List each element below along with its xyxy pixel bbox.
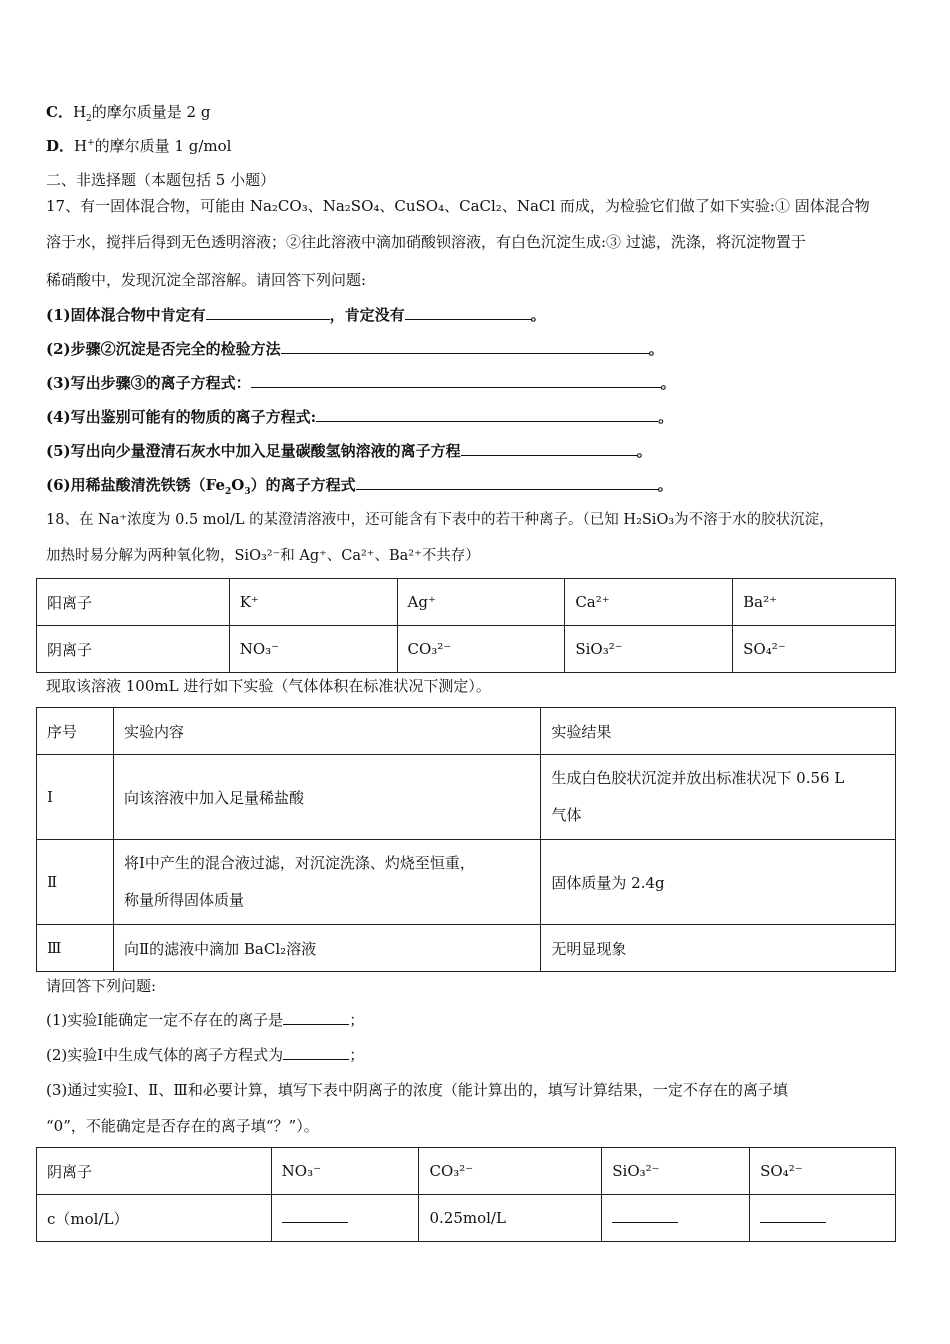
q18-part3-line2: “0”，不能确定是否存在的离子填“？”）。	[46, 1117, 319, 1135]
q17-part6: (6)用稀盐酸清洗铁锈$(Fe_2O_3)$的离子方程式 。	[46, 476, 673, 497]
ion-cell: CO₃²⁻	[397, 626, 565, 673]
conc-sio3-cell	[602, 1195, 750, 1242]
exp-result: 固体质量为 2.4g	[541, 840, 896, 925]
experiment-row-1	[37, 755, 896, 840]
q17-part1-blank-b[interactable]	[405, 305, 531, 320]
exp-no: Ⅲ	[37, 925, 114, 972]
option-d-letter: D．	[46, 137, 75, 155]
answer-prompt: 请回答下列问题:	[46, 977, 157, 995]
ion-table-row-cations	[37, 579, 896, 626]
q17-part1-blank-a[interactable]	[206, 305, 330, 320]
q17-part5-blank[interactable]	[461, 441, 637, 456]
ion-table-label: 阳离子	[37, 579, 230, 626]
option-c-letter: C．	[46, 103, 73, 121]
ion-cell: NO₃⁻	[229, 626, 397, 673]
conc-header-label: 阴离子	[37, 1148, 272, 1195]
conc-header-ion: SO₄²⁻	[750, 1148, 896, 1195]
q18-part1-blank[interactable]	[283, 1010, 349, 1025]
ion-table	[36, 578, 896, 673]
conc-no3-blank[interactable]	[282, 1212, 348, 1223]
ion-cell: K⁺	[229, 579, 397, 626]
exp-no: Ⅱ	[37, 840, 114, 925]
q17-part1: (1)固体混合物中肯定有 ，肯定没有 。	[46, 306, 546, 324]
q17-part4: (4)写出鉴别可能有的物质的离子方程式: 。	[46, 408, 674, 426]
ion-table-label: 阴离子	[37, 626, 230, 673]
ion-cell: SO₄²⁻	[733, 626, 896, 673]
exp-result: 生成白色胶状沉淀并放出标准状况下 0.56 L 气体	[541, 755, 896, 840]
q18-stem-line1: 18、在 Na⁺浓度为 0.5 mol/L 的某澄清溶液中，还可能含有下表中的若干种离子。（已知 H₂SiO₃为不溶于水的胶状沉淀，	[46, 512, 834, 528]
exp-content: 向Ⅱ的滤液中滴加 BaCl₂溶液	[113, 925, 540, 972]
conc-header-ion: NO₃⁻	[271, 1148, 419, 1195]
q17-part2: (2)步骤②沉淀是否完全的检验方法 。	[46, 340, 664, 358]
q17-part4-blank[interactable]	[316, 407, 658, 422]
section-heading: 二、非选择题（本题包括 5 小题）	[46, 171, 276, 189]
ion-cell: SiO₃²⁻	[565, 626, 733, 673]
q18-stem-line2: 加热时易分解为两种氧化物，SiO₃²⁻和 Ag⁺、Ca²⁺、Ba²⁺不共存）	[46, 548, 480, 564]
q17-part3: (3)写出步骤③的离子方程式： 。	[46, 374, 676, 392]
q18-part3-line1: (3)通过实验Ⅰ、Ⅱ、Ⅲ和必要计算，填写下表中阴离子的浓度（能计算出的，填写计算结果，一定不存在的离子填	[46, 1081, 788, 1099]
concentration-value-row	[37, 1195, 896, 1242]
header-no: 序号	[37, 708, 114, 755]
conc-row-label: c（mol/L）	[37, 1195, 272, 1242]
concentration-header-row	[37, 1148, 896, 1195]
ion-cell: Ag⁺	[397, 579, 565, 626]
exp-no: Ⅰ	[37, 755, 114, 840]
experiment-table-header	[37, 708, 896, 755]
option-c: C．$H_2$的摩尔质量是 2 g	[46, 103, 211, 124]
conc-so4-cell	[750, 1195, 896, 1242]
conc-header-ion: CO₃²⁻	[419, 1148, 602, 1195]
ion-cell: Ba²⁺	[733, 579, 896, 626]
conc-no3-cell	[271, 1195, 419, 1242]
q18-part2: (2)实验Ⅰ中生成气体的离子方程式为 ；	[46, 1046, 365, 1064]
header-content: 实验内容	[113, 708, 540, 755]
option-d: D．H+的摩尔质量 1 g/mol	[46, 137, 232, 155]
q17-stem-line1: 17、有一固体混合物，可能由 Na₂CO₃、Na₂SO₄、CuSO₄、CaCl₂、NaCl 而成，为检验它们做了如下实验:① 固体混合物	[46, 197, 870, 215]
q17-part3-blank[interactable]	[251, 373, 661, 388]
experiment-table	[36, 707, 896, 972]
q17-part2-blank[interactable]	[281, 339, 649, 354]
ion-table-row-anions	[37, 626, 896, 673]
q18-part1: (1)实验Ⅰ能确定一定不存在的离子是 ；	[46, 1011, 365, 1029]
experiment-row-2	[37, 840, 896, 925]
exp-content: 将Ⅰ中产生的混合液过滤，对沉淀洗涤、灼烧至恒重， 称量所得固体质量	[113, 840, 540, 925]
conc-sio3-blank[interactable]	[612, 1212, 678, 1223]
q17-stem-line3: 稀硝酸中，发现沉淀全部溶解。请回答下列问题:	[46, 271, 367, 289]
q18-part2-blank[interactable]	[283, 1045, 349, 1060]
conc-so4-blank[interactable]	[760, 1212, 826, 1223]
ion-cell: Ca²⁺	[565, 579, 733, 626]
q17-stem-line2: 溶于水，搅拌后得到无色透明溶液；②往此溶液中滴加硝酸钡溶液，有白色沉淀生成:③ 过滤，洗涤，将沉淀物置于	[46, 233, 806, 251]
exp-content: 向该溶液中加入足量稀盐酸	[113, 755, 540, 840]
conc-co3-cell: 0.25mol/L	[419, 1195, 602, 1242]
header-result: 实验结果	[541, 708, 896, 755]
q17-part6-blank[interactable]	[356, 475, 658, 490]
conc-header-ion: SiO₃²⁻	[602, 1148, 750, 1195]
experiment-intro: 现取该溶液 100mL 进行如下实验（气体体积在标准状况下测定）。	[46, 677, 491, 695]
experiment-row-3	[37, 925, 896, 972]
concentration-table	[36, 1147, 896, 1242]
exp-result: 无明显现象	[541, 925, 896, 972]
q17-part5: (5)写出向少量澄清石灰水中加入足量碳酸氢钠溶液的离子方程 。	[46, 442, 652, 460]
